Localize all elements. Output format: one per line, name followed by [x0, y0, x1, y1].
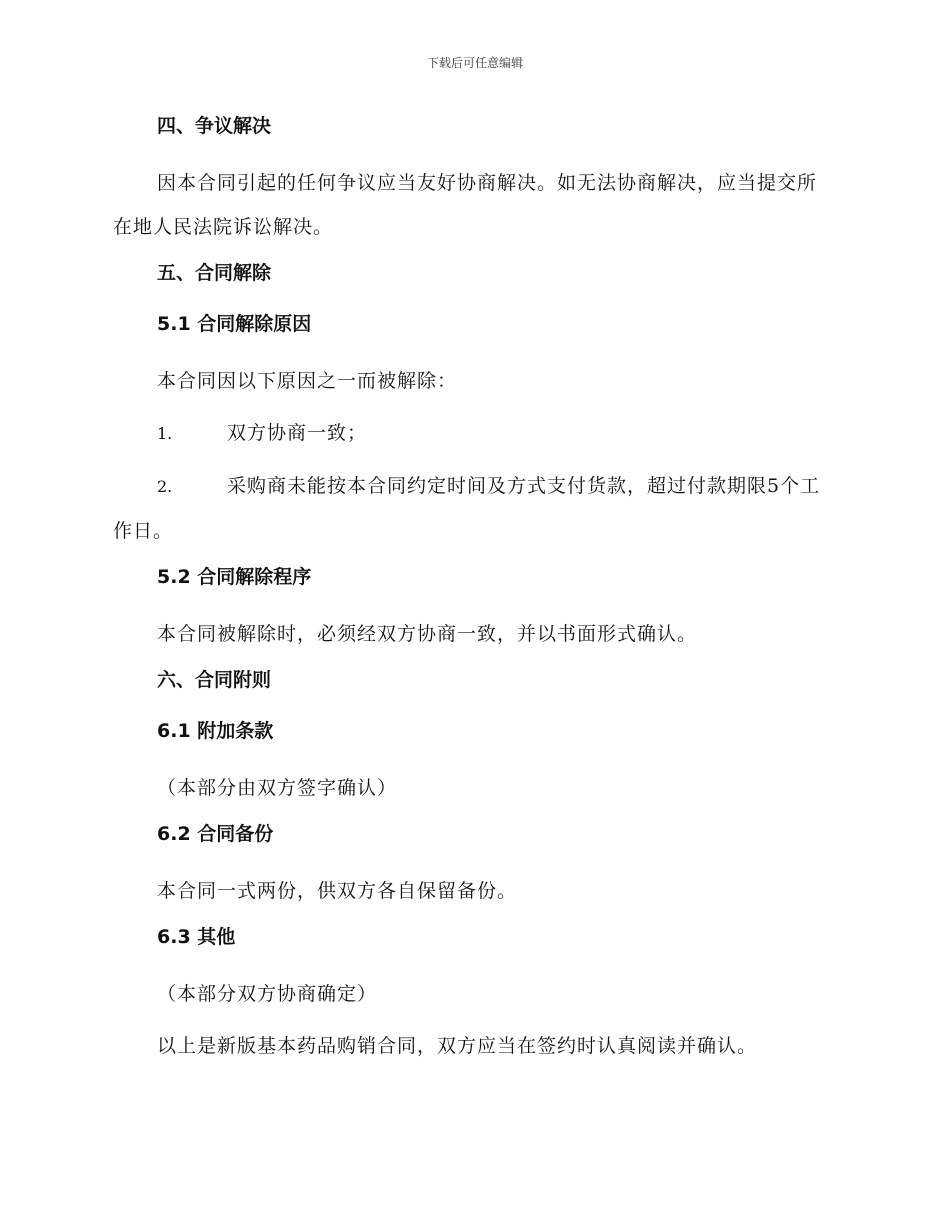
- paragraph-termination-intro: 本合同因以下原因之一而被解除：: [157, 370, 458, 392]
- section-heading-dispute: 四、争议解决: [157, 115, 272, 137]
- document-body: [113, 110, 835, 1076]
- paragraph-contract-copies: 本合同一式两份，供双方各自保留备份。: [157, 880, 518, 902]
- subheading-contract-copies: 6.2 合同备份: [157, 823, 274, 845]
- paragraph-additional-terms: （本部分由双方签字确认）: [157, 777, 398, 799]
- list-item-2: [113, 464, 835, 553]
- subheading-additional-terms: 6.1 附加条款: [157, 720, 274, 742]
- paragraph-other: （本部分双方协商确定）: [157, 983, 378, 1005]
- paragraph-termination-procedure: 本合同被解除时，必须经双方协商一致，并以书面形式确认。: [157, 623, 698, 645]
- list-item-1: [113, 411, 835, 456]
- paragraph-closing: 以上是新版基本药品购销合同，双方应当在签约时认真阅读并确认。: [157, 1035, 758, 1057]
- list-item-text: 采购商未能按本合同约定时间及方式支付货款，超过付款期限5个工作日。: [113, 475, 821, 542]
- list-item-text: 双方协商一致；: [227, 422, 368, 444]
- list-item-number: 2.: [157, 477, 173, 496]
- section-heading-termination: 五、合同解除: [157, 262, 272, 284]
- list-item-number: 1.: [157, 424, 173, 443]
- page-header: 下载后可任意编辑: [426, 56, 523, 70]
- section-heading-appendix: 六、合同附则: [157, 669, 272, 691]
- subheading-termination-procedure: 5.2 合同解除程序: [157, 566, 312, 588]
- paragraph-dispute: 因本合同引起的任何争议应当友好协商解决。如无法协商解决，应当提交所在地人民法院诉讼解决。: [113, 172, 818, 238]
- subheading-other: 6.3 其他: [157, 926, 236, 948]
- subheading-termination-reasons: 5.1 合同解除原因: [157, 313, 312, 335]
